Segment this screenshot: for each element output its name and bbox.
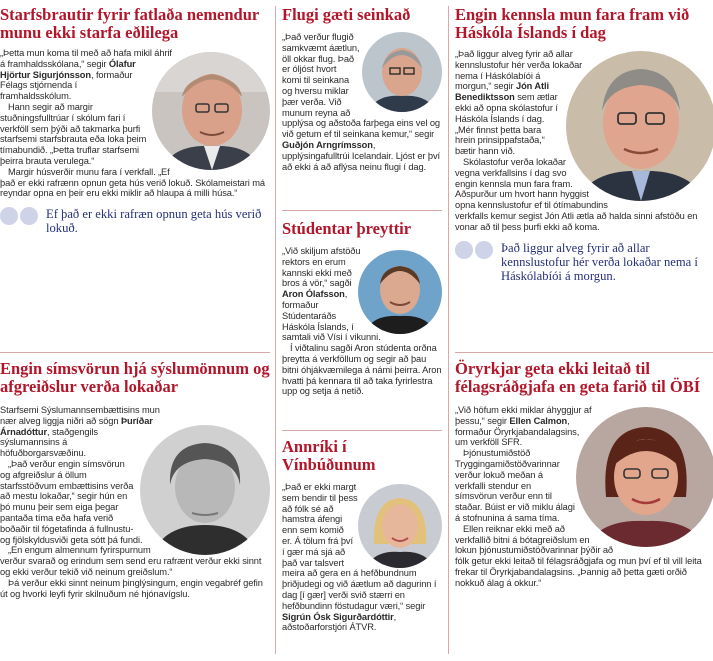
- headline: Öryrkjar geta ekki leitað til félagsráðgjafa en geta farið til ÖBÍ: [455, 359, 701, 396]
- quote-icon: [455, 241, 495, 259]
- portrait-photo: [566, 51, 713, 201]
- article-body: „Það er ekki margt sem bendir til þess að fólk sé að hamstra áfengi enn sem komið er. Á tölum frá því í gær má sjá að það var talsvert meira að gera en á hefðbundnum þriðjudegi og við áætlum að dagurinn í dag [í gær] verði svið stærri en hefðbundinn föstudagur væri,“ segir Sigrún Ósk Sigurðardóttir, aðstoðarforstjóri ÁTVR.: [282, 482, 442, 633]
- headline: Engin símsvörun hjá sýslumönnum og afgreiðslur verða lokaðar: [0, 359, 270, 396]
- article-vinbudin: [282, 438, 442, 633]
- column-divider: [275, 6, 276, 654]
- headline: Starfsbrautir fyrir fatlaða nemendur munu ekki starfa eðlilega: [0, 5, 259, 42]
- article-body: „Þetta mun koma til með að hafa mikil áhrif á framhaldsskólana,“ segir Ólafur Hjörtur Sigurjónsson, formaður Félags stjórnenda í framhaldsskólum. Hann segir að margir stuðningsfulltrúar í skólum fari í verkföll sem þýði að takmarka þurfi starfsemi starfsbrauta eða loka þeim tímabundið. „Þetta truflar starfsemi þeirra brauta verulega.“ Margir húsverðir munu fara í verkfall. „Ef það er ekki rafrænn opnun geta hús verið lokuð. Skólameistari má reyndar opna en þeir eru ekki miklir að hlaupa á milli húsa.“: [0, 48, 270, 199]
- section-divider: [282, 210, 442, 211]
- quote-icon: [0, 207, 40, 225]
- portrait-photo: [576, 407, 713, 547]
- article-body: „Það verður flugið samkvæmt áætlun, öll okkar flug. Það er óljóst hvort komi til seinkana og hversu miklar þær verða. Við munum reyna að upplýsa og aðstoða farþega eins vel og við getum ef til seinkana kemur,“ segir Guðjón Arngrímsson, upplýsingafulltrúi Icelandair. Ljóst er því að ekki á að aflýsa neinu flugi í dag.: [282, 32, 442, 172]
- headline: Flugi gæti seinkað: [282, 5, 411, 24]
- section-divider: [0, 352, 270, 353]
- column-left: [0, 0, 270, 661]
- column-middle: [282, 0, 442, 661]
- pull-quote: Ef það er ekki rafræn opnun geta hús verið lokuð.: [0, 207, 270, 235]
- column-right: [455, 0, 713, 661]
- portrait-photo: [358, 484, 442, 568]
- article-body: „Það liggur alveg fyrir að allar kennslustofur hér verða lokaðar nema í Háskólabíói á morgun,“ segir Jón Atli Benediktsson sem ætlar ekki að opna skólastofur í Háskóla Íslands í dag. „Mér finnst þetta bara hrein prinsippafstaða,“ bætir hann við. Skólastofur verða lokaðar vegna verkfallsins í dag svo engin kennsla mun fara fram. Aðspurður um hvort hann hyggist opna kennslustofur ef til ótímabundins verkfalls kemur segist Jón Atli ætla að halda sinni afstöðu en vonar að til þess þurfi ekki að koma.: [455, 49, 713, 233]
- headline: Engin kennsla mun fara fram við Háskóla Íslands í dag: [455, 5, 690, 42]
- article-disabled-students: [0, 6, 270, 235]
- article-university: [455, 6, 713, 283]
- column-divider: [448, 6, 449, 654]
- headline: Annríki í Vínbúðunum: [282, 437, 376, 474]
- article-students: [282, 220, 442, 397]
- article-disability: [455, 360, 713, 589]
- headline: Stúdentar þreyttir: [282, 219, 412, 238]
- section-divider: [455, 352, 713, 353]
- article-body: „Við skiljum afstöðu rektors en erum kannski ekki með bros á vör,“ sagði Aron Ólafsson, formaður Stúdentaráðs Háskóla Íslands, í samtali við Vísi í vikunni. Í viðtalinu sagði Aron stúdenta orðna þreytta á verkföllum og segir að þau bitni óhjákvæmilega á námi þeirra. Aron hvatti þá kennara til að taka fyrirlestra upp og setja á netið.: [282, 246, 442, 397]
- portrait-photo: [152, 52, 270, 170]
- portrait-photo: [358, 250, 442, 334]
- article-district-commissioner: [0, 360, 270, 599]
- article-body: „Við höfum ekki miklar áhyggjur af þessu,“ segir Ellen Calmon, formaður Öryrkjabandalagsins, um verkföll SFR. Þjónustumiðstöð Tryggingamiðstöðvarinnar verður lokuð meðan á verkfalli stendur en símsvörun verður enn til staðar. Búist er við miklu álagi á stofnunina á sama tíma. Ellen reiknar ekki með að verkfallið bitni á bótagreiðslum en lokun þjónustumiðstöðvarinnar þýðir að fólk getur ekki leitað til félagsráðgjafa og mun því ef til vill leita frekar til Öryrkjabandalagsins. „Þannig að þetta gæti orðið nokkuð álag á okkur.“: [455, 405, 713, 589]
- section-divider: [282, 430, 442, 431]
- pull-quote: Það liggur alveg fyrir að allar kennslustofur hér verða lokaðar nema í Háskólabíói á morgun.: [455, 241, 713, 283]
- article-flights: [282, 6, 442, 172]
- article-body: Starfsemi Sýslumannsembættisins mun nær alveg liggja niðri að sögn Þuríðar Árnadóttur, staðgengils sýslumannsins á höfuðborgarsvæðinu. „Það verður engin símsvörun og afgreiðslur á öllum starfsstöðvum embættisins verða að mestu lokaðar,“ segir hún en þó munu þeir sem eiga þegar pantaða tíma eða hafa verið boðaðir til fógetafinda á fullnustu- og fjölskyldusviði geta sótt þá fundi. „En engum almennum fyrirspurnum verður svarað og erindum sem send eru rafrænt verður ekki sinnt og ekki verður tekið við neinum greiðslum.“ Þá verður ekki sinnt neinum þinglýsingum, engin vegabréf gefin út og hvorki leyfi fyrir skilnuðum né hjónavígslu.: [0, 405, 270, 599]
- portrait-photo: [140, 425, 270, 555]
- portrait-photo: [362, 32, 442, 112]
